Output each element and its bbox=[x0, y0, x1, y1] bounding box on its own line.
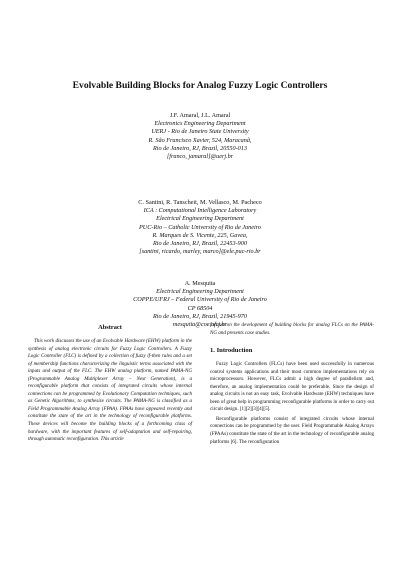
affiliation-email: [santini, ricardo, marley, marco]@ele.puc-rio.br bbox=[139, 248, 261, 256]
affiliation-email: mesquita@coe.ufrj.br bbox=[172, 321, 228, 329]
abstract-continuation: focuses on the development of building blocks for analog FLCs on the PAMA-NG and presents case studies. bbox=[210, 322, 374, 336]
abstract-text: This work discusses the use of an Evolvable Hardware (EHW) platform in the synthesis of analog electronic circuits for Fuzzy Logic Controllers. A Fuzzy Logic Controller (FLC) is defined by a collection of fuzzy if-then rules and a set of membership functions characterizing the linguistic terms associated with the inputs and output of the FLC. The EHW analog platform, named PAMA-NG (Programmable Analog Multiplexer Array – Next Generation), is a reconfigurable platform that consists of integrated circuits whose internal connections can be programmed by Evolutionary Computation techniques, such as Genetic Algorithms, to synthesize circuits. The PAMA-NG is classified as a Field Programmable Analog Array (FPAA). FPAAs have appeared recently and constitute the state of the art in the technology of reconfigurable platforms. These devices will become the building blocks of a forthcoming class of hardware, with the important features of self-adaptation and self-repairing, through automatic reconfiguration. This article bbox=[28, 338, 192, 443]
affiliation-line: Electrical Engineering Department bbox=[156, 288, 244, 296]
affiliation-line: UERJ - Rio de Janeiro State University bbox=[151, 128, 249, 136]
author-names: C. Santini, R. Tanscheit, M. Vellasco, M. Pacheco bbox=[138, 199, 262, 206]
intro-paragraph: Fuzzy Logic Controllers (FLCs) have been used successfully in numerous control systems applications and their most common implementations rely on microprocessors. However, FLCs admit a high degree of parallelism and, therefore, an analog implementation could be preferable. Since the design of analog circuits is not an easy task, Evolvable Hardware (EHW) techniques have been of great help in programming reconfigurable platforms in order to carry out circuit design. [1][2][3][4][5]. bbox=[210, 361, 374, 413]
affiliation-line: Rio de Janeiro, RJ, Brazil, 20550-013 bbox=[153, 144, 247, 152]
author-names: J.F. Amaral, J.L. Amaral bbox=[169, 112, 231, 119]
abstract-heading: Abstract bbox=[98, 324, 122, 331]
affiliation-line: PUC-Rio – Catholic University of Rio de Janeiro bbox=[139, 223, 261, 231]
affiliation-line: Rio de Janeiro, RJ, Brazil, 21945-970 bbox=[153, 312, 247, 320]
affiliation-line: Electrical Engineering Department bbox=[156, 215, 244, 223]
right-column bbox=[210, 322, 374, 446]
affiliation-line: CP 68504 bbox=[187, 304, 213, 312]
affiliation-block-1 bbox=[60, 112, 340, 161]
intro-paragraph: Reconfigurable platforms consist of integrated circuits whose internal connections can be programmed by the user. Field Programmable Analog Arrays (FPAAs) constitute the state of the art in the technology of reconfigurable analog platforms [6]. The reconfiguration bbox=[210, 415, 374, 445]
affiliation-line: R. Marques de S. Vicente, 225, Gavea, bbox=[152, 231, 248, 239]
affiliation-line: Electronics Engineering Department bbox=[154, 120, 246, 128]
affiliation-line: ICA : Computational Intelligence Laboratory bbox=[143, 207, 257, 215]
affiliation-email: [franco, jamaral]@uerj.br bbox=[166, 153, 234, 161]
section-heading: 1. Introduction bbox=[210, 347, 253, 355]
left-column bbox=[28, 322, 192, 444]
affiliation-block-2 bbox=[60, 199, 340, 256]
affiliation-line: COPPE/UFRJ – Federal University of Rio de Janeiro bbox=[133, 296, 267, 304]
affiliation-line: Rio de Janeiro, RJ, Brazil, 22453-900 bbox=[153, 240, 247, 248]
author-names: A. Mesquita bbox=[184, 280, 216, 287]
affiliation-line: R. São Francisco Xavier, 524, Maracanã, bbox=[148, 136, 252, 144]
paper-title: Evolvable Building Blocks for Analog Fuzzy Logic Controllers bbox=[72, 80, 328, 91]
